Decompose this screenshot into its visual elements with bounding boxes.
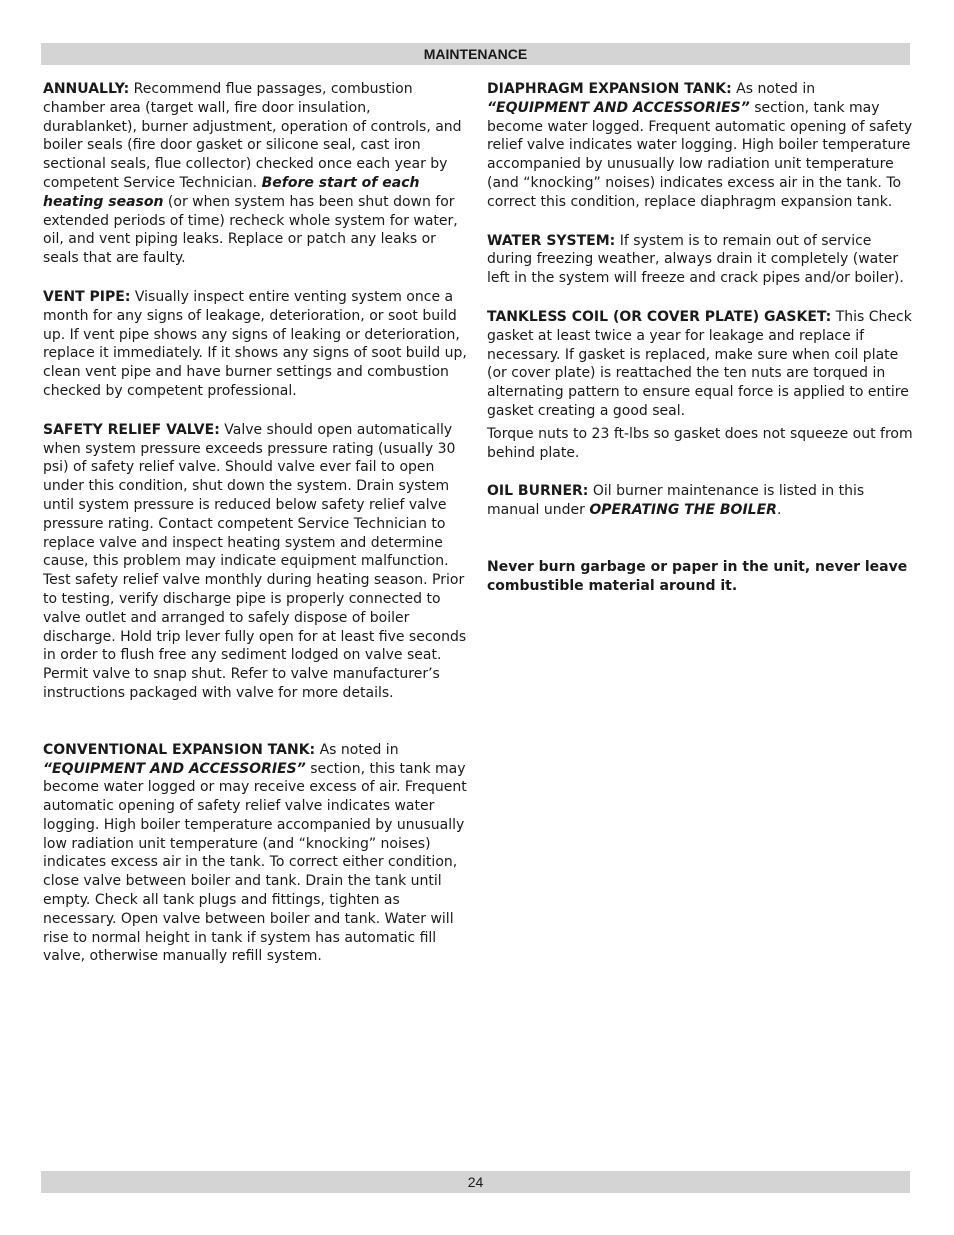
section-tankless-coil <box>487 308 917 421</box>
section-heading: CONVENTIONAL EXPANSION TANK: <box>43 741 316 758</box>
section-text: If system is to remain out of service during freezing weather, always drain it completely (water left in the system will freeze and crack pipes and/or boiler). <box>487 232 904 287</box>
section-emphasis: Before start of each heating season <box>43 174 420 210</box>
section-text: . <box>776 502 782 519</box>
section-text: section, this tank may become water logged or may receive excess of air. Frequent automatic opening of safety relief valve indicates water logging. High boiler temperature accompanied by unusually low radiation unit temperature (and “knocking” noises) indicates excess air in the tank. To correct either condition, close valve between boiler and tank. Drain the tank until empty. Check all tank plugs and fittings, tighten as necessary. Open valve between boiler and tank. Water will rise to normal height in tank if system has automatic fill valve, otherwise manually refill system. <box>43 760 467 965</box>
page-number: 24 <box>41 1171 910 1193</box>
section-heading: SAFETY RELIEF VALVE: <box>43 421 220 438</box>
section-text: Recommend flue passages, combustion chamber area (target wall, fire door insulation, durablanket), burner adjustment, operation of controls, and boiler seals (fire door gasket or silicone seal, cast iron sectional seals, flue collector) checked once each year by competent Service Technician. <box>43 81 462 191</box>
section-emphasis: “EQUIPMENT AND ACCESSORIES” <box>43 760 306 777</box>
torque-note: Torque nuts to 23 ft-lbs so gasket does not squeeze out from behind plate. <box>487 425 913 461</box>
section-safety-relief-valve <box>43 421 467 703</box>
section-text: Valve should open automatically when system pressure exceeds pressure rating (usually 30 psi) of safety relief valve. Should valve ever fail to open under this condition, shut down the system. Drain system until system pressure is reduced below safety relief valve pressure rating. Contact competent Service Technician to replace valve and inspect heating system and determine cause, this problem may indicate equipment malfunction. Test safety relief valve monthly during heating season. Prior to testing, verify discharge pipe is properly connected to valve outlet and arranged to safely dispose of boiler discharge. Hold trip lever fully open for at least five seconds in order to flush free any sediment lodged on valve seat. Permit valve to snap shut. Refer to valve manufacturer’s instructions packaged with valve for more details. <box>43 421 467 701</box>
section-emphasis: OPERATING THE BOILER <box>589 502 777 519</box>
section-oil-burner <box>487 482 917 520</box>
section-vent-pipe <box>43 288 467 401</box>
left-column <box>43 80 467 966</box>
section-diaphragm-expansion-tank <box>487 80 917 212</box>
section-conventional-expansion-tank <box>43 741 467 967</box>
section-heading: DIAPHRAGM EXPANSION TANK: <box>487 81 732 97</box>
section-heading: ANNUALLY: <box>43 81 130 97</box>
warning-note: Never burn garbage or paper in the unit, never leave combustible material around it. <box>487 558 908 594</box>
right-column <box>487 80 917 596</box>
section-text: section, tank may become water logged. Frequent automatic opening of safety relief valve indicates water logging. High boiler temperature accompanied by unusually low radiation unit temperature (and “knocking” noises) indicates excess air in the tank. To correct this condition, replace diaphragm expansion tank. <box>487 99 913 210</box>
section-text: (or when system has been shut down for extended periods of time) recheck whole system for water, oil, and vent piping leaks. Replace or patch any leaks or seals that are faulty. <box>43 193 458 267</box>
section-annually <box>43 80 467 268</box>
page-header: MAINTENANCE <box>41 43 910 65</box>
section-heading: VENT PIPE: <box>43 288 131 305</box>
section-text: This Check gasket at least twice a year for leakage and replace if necessary. If gasket is replaced, make sure when coil plate (or cover plate) is reattached the ten nuts are torqued in alternating pattern to ensure equal force is applied to entire gasket creating a good seal. <box>487 308 912 419</box>
section-text: Oil burner maintenance is listed in this manual under <box>487 483 865 519</box>
section-water-system <box>487 232 917 288</box>
section-heading: WATER SYSTEM: <box>487 232 616 249</box>
section-text: As noted in <box>315 741 399 758</box>
section-emphasis: “EQUIPMENT AND ACCESSORIES” <box>487 99 750 116</box>
section-text: As noted in <box>731 81 816 97</box>
section-text: Visually inspect entire venting system once a month for any signs of leakage, deterioration, or soot build up. If vent pipe shows any signs of leaking or deterioration, replace it immediately. If it shows any signs of soot build up, clean vent pipe and have burner settings and combustion checked by competent professional. <box>43 288 467 399</box>
section-heading: OIL BURNER: <box>487 483 589 500</box>
section-heading: TANKLESS COIL (OR COVER PLATE) GASKET: <box>487 308 832 325</box>
